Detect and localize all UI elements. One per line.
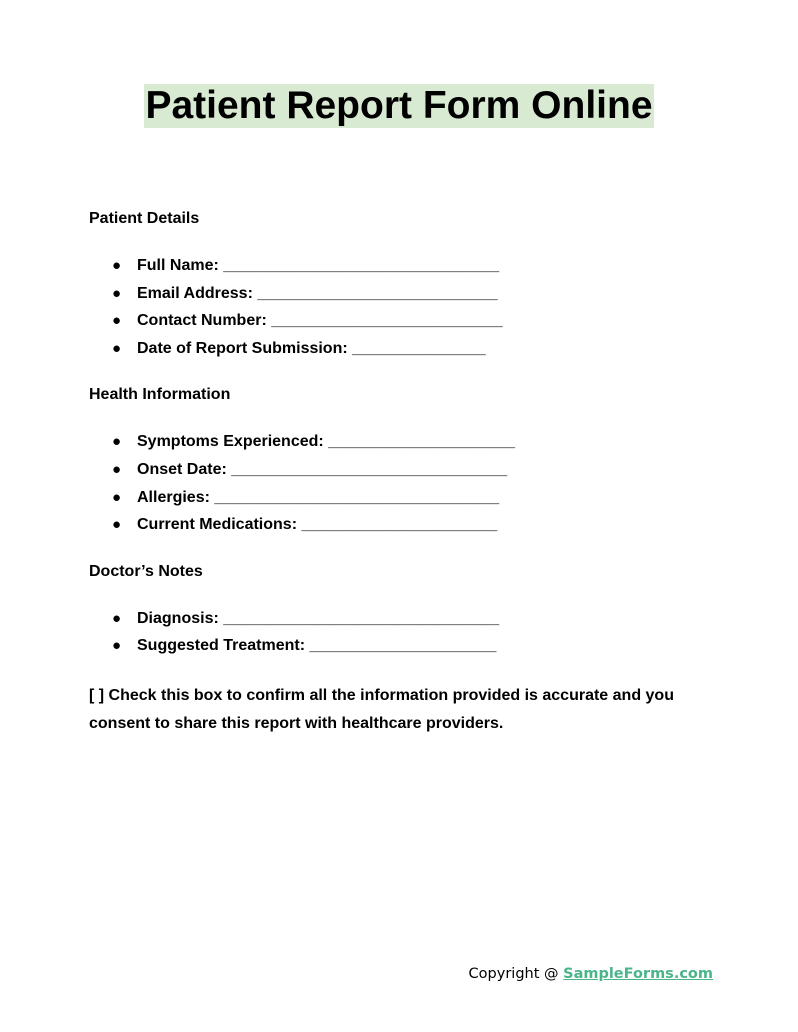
field-label: Date of Report Submission: _______________ [137,339,486,357]
sampleforms-link[interactable]: SampleForms.com [563,966,713,982]
section-heading: Health Information [89,386,231,404]
field-diagnosis [89,605,709,633]
field-label: Contact Number: __________________________ [137,312,503,330]
bullet-icon: ● [112,433,122,451]
field-list [89,428,709,538]
bullet-icon: ● [112,637,122,655]
section-health-information [89,384,709,538]
consent-checkbox-statement[interactable]: [ ] Check this box to confirm all the information provided is accurate and you consent to share this report with healthcare providers. [89,686,674,732]
field-onset-date [89,456,709,484]
field-list [89,605,709,660]
field-list [89,252,709,362]
field-current-medications [89,511,709,539]
field-allergies [89,484,709,512]
field-symptoms [89,428,709,456]
field-label: Onset Date: _______________________________ [137,460,508,478]
field-label: Allergies: ________________________________ [137,488,500,506]
bullet-icon: ● [112,312,122,330]
field-label: Diagnosis: _______________________________ [137,609,500,627]
copyright-footer [469,964,713,984]
bullet-icon: ● [112,609,122,627]
title-container [0,84,798,128]
bullet-icon: ● [112,339,122,357]
bullet-icon: ● [112,284,122,302]
copyright-text: Copyright @ [468,966,564,982]
bullet-icon: ● [112,460,122,478]
field-label: Full Name: _______________________________ [137,257,500,274]
section-heading: Doctor’s Notes [89,562,203,580]
field-date-of-submission [89,335,709,363]
field-full-name [89,252,709,280]
field-label: Suggested Treatment: _____________________ [137,637,497,655]
bullet-icon: ● [112,488,122,506]
form-body [89,208,709,738]
field-label: Symptoms Experienced: _____________________ [137,433,516,451]
bullet-icon: ● [112,516,122,534]
field-contact-number [89,307,709,335]
page-title: Patient Report Form Online [145,84,653,127]
field-email-address [89,280,709,308]
section-patient-details [89,208,709,362]
bullet-icon: ● [112,257,122,274]
field-label: Email Address: ___________________________ [137,284,498,302]
field-suggested-treatment [89,632,709,660]
section-doctors-notes [89,561,709,660]
field-label: Current Medications: ______________________ [137,516,498,534]
section-heading: Patient Details [89,210,200,227]
